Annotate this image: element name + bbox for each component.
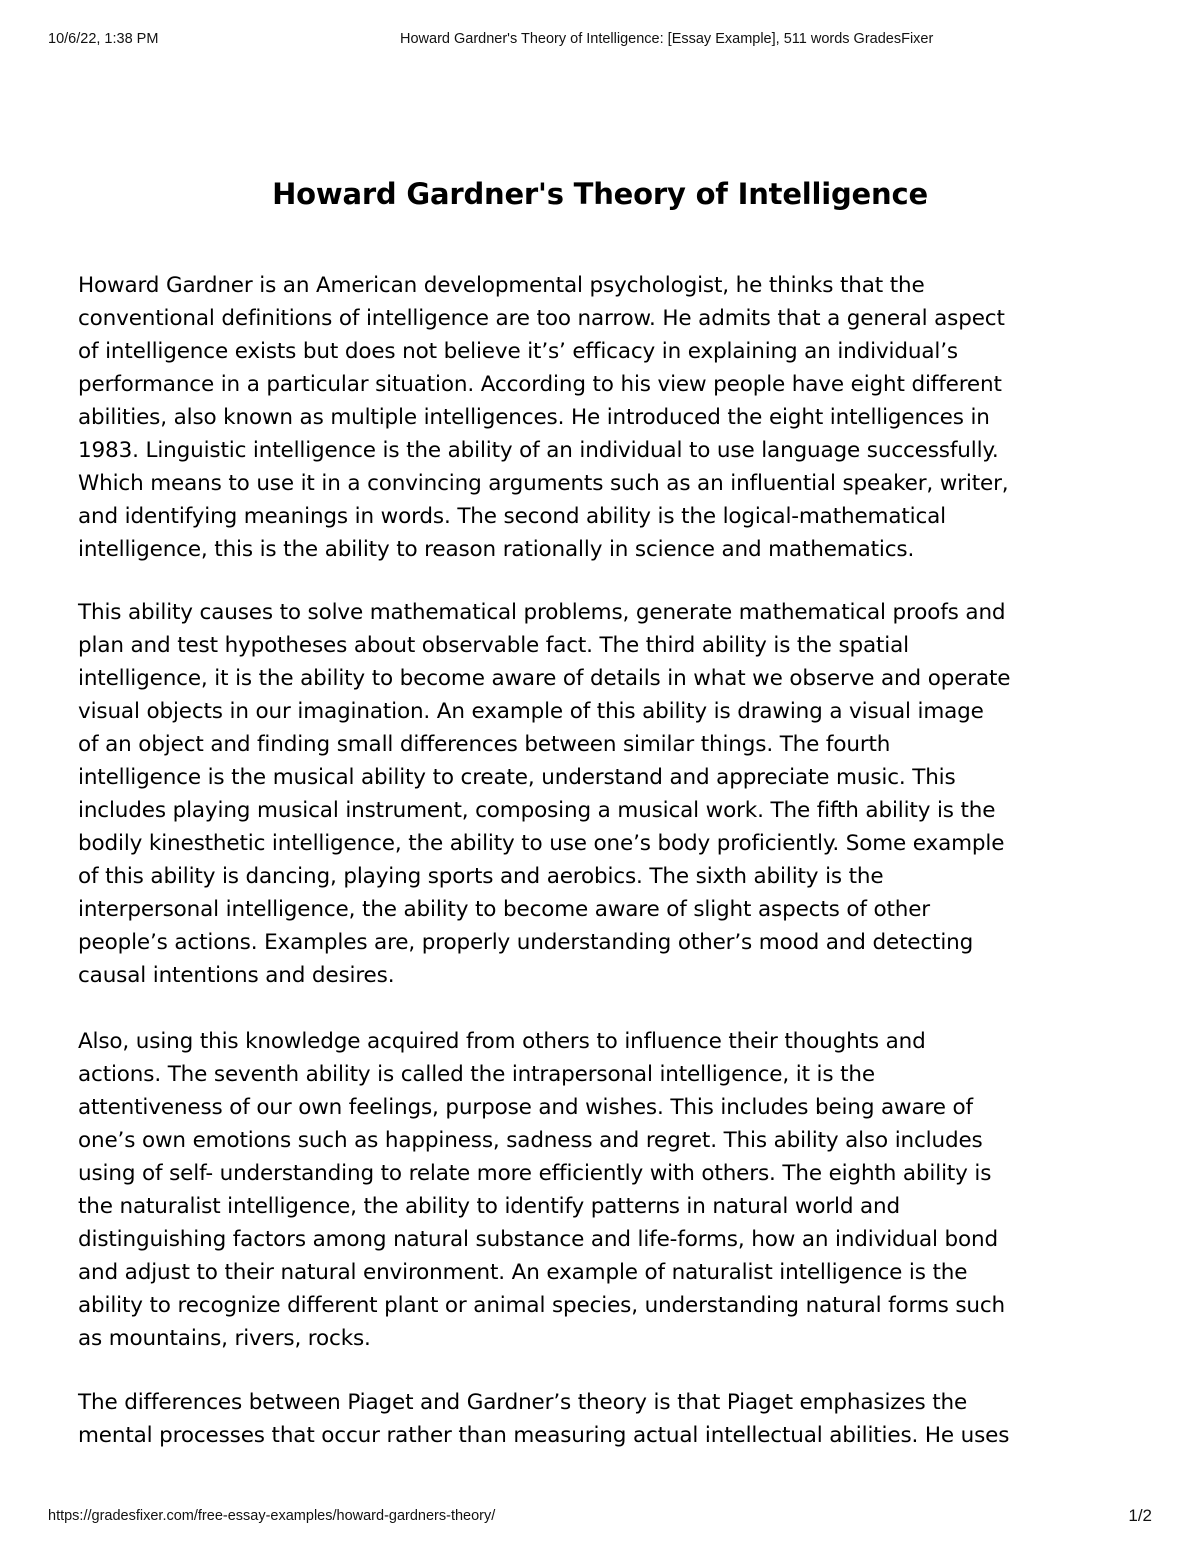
paragraph-line: attentiveness of our own feelings, purpose and wishes. This includes being aware of <box>78 1095 973 1120</box>
paragraph-line: abilities, also known as multiple intelligences. He introduced the eight intelligences in <box>78 405 990 430</box>
paragraph-line: intelligence is the musical ability to create, understand and appreciate music. This <box>78 765 956 790</box>
paragraph-line: of intelligence exists but does not believe it’s’ efficacy in explaining an individual’s <box>78 339 958 364</box>
paragraph-line: and adjust to their natural environment. An example of naturalist intelligence is the <box>78 1260 968 1285</box>
paragraph-line: ability to recognize different plant or animal species, understanding natural forms such <box>78 1293 1006 1318</box>
print-document-title: Howard Gardner's Theory of Intelligence: [Essay Example], 511 words GradesFixer <box>400 31 934 47</box>
paragraph-line: interpersonal intelligence, the ability to become aware of slight aspects of other <box>78 897 930 922</box>
essay-paragraph-2 <box>78 596 1138 992</box>
paragraph-line: people’s actions. Examples are, properly understanding other’s mood and detecting <box>78 930 974 955</box>
paragraph-line: performance in a particular situation. According to his view people have eight different <box>78 372 1002 397</box>
print-date: 10/6/22, 1:38 PM <box>48 31 159 47</box>
paragraph-line: as mountains, rivers, rocks. <box>78 1326 371 1351</box>
essay-heading: Howard Gardner's Theory of Intelligence <box>272 177 928 211</box>
paragraph-line: the naturalist intelligence, the ability to identify patterns in natural world and <box>78 1194 901 1219</box>
essay-paragraph-1 <box>78 269 1138 566</box>
page-number: 1/2 <box>1128 1506 1152 1525</box>
paragraph-line: one’s own emotions such as happiness, sadness and regret. This ability also includes <box>78 1128 983 1153</box>
paragraph-line: intelligence, it is the ability to become aware of details in what we observe and operate <box>78 666 1011 691</box>
paragraph-line: causal intentions and desires. <box>78 963 395 988</box>
paragraph-line: Which means to use it in a convincing arguments such as an influential speaker, writer, <box>78 471 1009 496</box>
paragraph-line: bodily kinesthetic intelligence, the ability to use one’s body proficiently. Some example <box>78 831 1005 856</box>
paragraph-line: 1983. Linguistic intelligence is the ability of an individual to use language successfully. <box>78 438 999 463</box>
paragraph-line: Also, using this knowledge acquired from others to influence their thoughts and <box>78 1029 926 1054</box>
paragraph-line: Howard Gardner is an American developmental psychologist, he thinks that the <box>78 273 925 298</box>
paragraph-line: visual objects in our imagination. An example of this ability is drawing a visual image <box>78 699 984 724</box>
paragraph-line: The differences between Piaget and Gardner’s theory is that Piaget emphasizes the <box>78 1390 968 1415</box>
paragraph-line: using of self- understanding to relate more efficiently with others. The eighth ability is <box>78 1161 992 1186</box>
page-url: https://gradesfixer.com/free-essay-examples/howard-gardners-theory/ <box>48 1508 496 1524</box>
paragraph-line: and identifying meanings in words. The second ability is the logical-mathematical <box>78 504 946 529</box>
paragraph-line: of an object and finding small differences between similar things. The fourth <box>78 732 891 757</box>
paragraph-line: intelligence, this is the ability to reason rationally in science and mathematics. <box>78 537 915 562</box>
print-header <box>48 31 1152 51</box>
print-footer <box>48 1506 1152 1528</box>
paragraph-line: This ability causes to solve mathematical problems, generate mathematical proofs and <box>78 600 1006 625</box>
paragraph-line: conventional definitions of intelligence are too narrow. He admits that a general aspect <box>78 306 1005 331</box>
essay-paragraph-4 <box>78 1386 1138 1452</box>
essay-paragraph-3 <box>78 1025 1138 1355</box>
paragraph-line: includes playing musical instrument, composing a musical work. The fifth ability is the <box>78 798 996 823</box>
paragraph-line: plan and test hypotheses about observable fact. The third ability is the spatial <box>78 633 909 658</box>
paragraph-line: of this ability is dancing, playing sports and aerobics. The sixth ability is the <box>78 864 884 889</box>
paragraph-line: actions. The seventh ability is called the intrapersonal intelligence, it is the <box>78 1062 875 1087</box>
paragraph-line: mental processes that occur rather than measuring actual intellectual abilities. He uses <box>78 1423 1010 1448</box>
paragraph-line: distinguishing factors among natural substance and life-forms, how an individual bond <box>78 1227 999 1252</box>
